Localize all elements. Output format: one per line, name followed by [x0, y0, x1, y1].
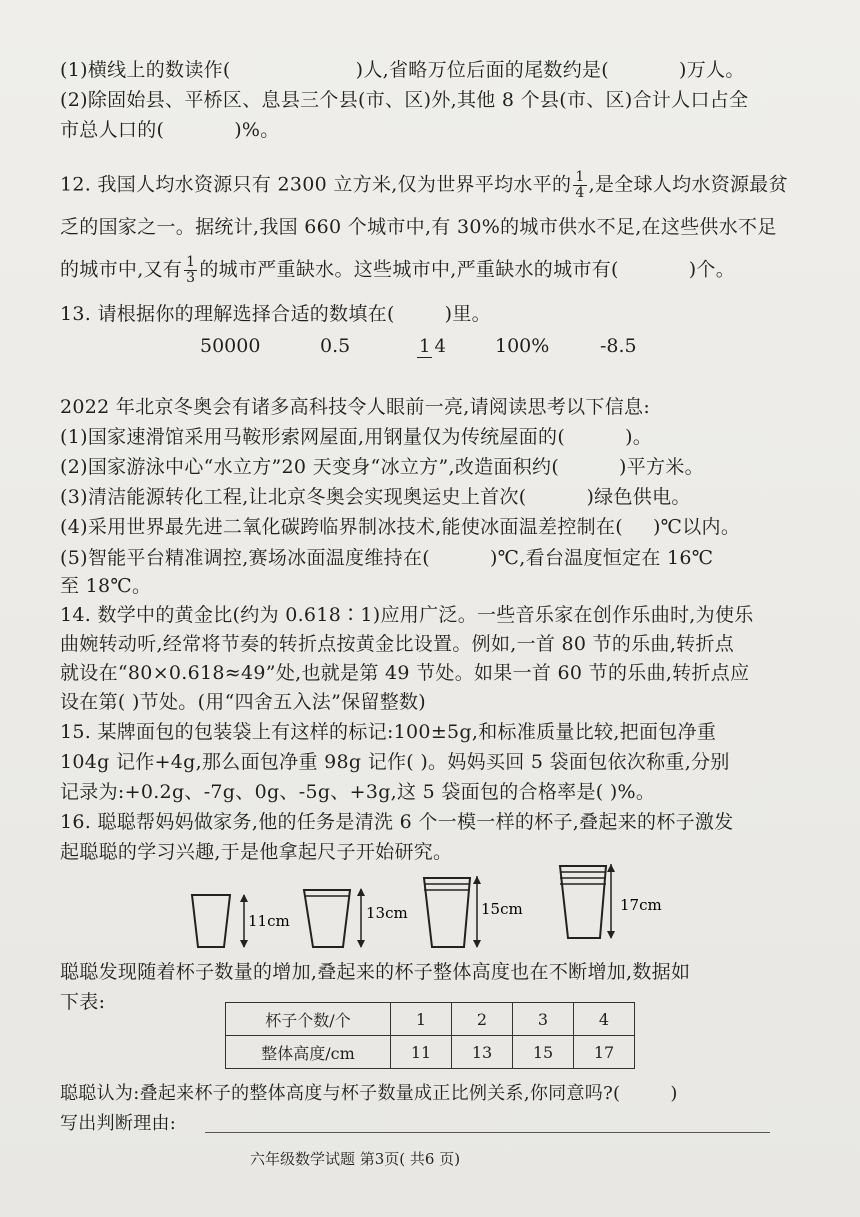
cup-label-3: 15cm	[481, 900, 523, 918]
page-footer: 六年级数学试题 第3页( 共6 页)	[250, 1150, 461, 1168]
table-header-height: 整体高度/cm	[226, 1036, 391, 1069]
table-cell: 1	[391, 1003, 452, 1036]
table-cell: 17	[574, 1036, 635, 1069]
table-cell: 11	[391, 1036, 452, 1069]
cup-stack-4	[560, 864, 615, 939]
q14-line4: 设在第( )节处。(用“四舍五入法”保留整数)	[60, 691, 427, 713]
fraction-one-third: $\frac{1}{3}$	[186, 254, 196, 286]
q12-line2: 乏的国家之一。据统计,我国 660 个城市中,有 30%的城市供水不足,在这些供水不足	[60, 216, 777, 238]
table-cell: 2	[452, 1003, 513, 1036]
table-cell: 3	[513, 1003, 574, 1036]
cup-label-4: 17cm	[620, 896, 662, 914]
cup-label-1: 11cm	[248, 912, 290, 930]
q15-line2: 104g 记作+4g,那么面包净重 98g 记作( )。妈妈买回 5 袋面包依次称重,分别	[60, 751, 730, 773]
choice-0-5: 0.5	[320, 335, 351, 358]
q16-question: 聪聪认为:叠起来杯子的整体高度与杯子数量成正比例关系,你同意吗?( )	[60, 1083, 678, 1104]
q13-item5: (5)智能平台精准调控,赛场冰面温度维持在( )℃,看台温度恒定在 16℃	[60, 547, 714, 569]
q16-line4: 下表:	[60, 991, 106, 1013]
table-row	[226, 1036, 635, 1069]
q13-item4: (4)采用世界最先进二氧化碳跨临界制冰技术,能使冰面温差控制在( )℃以内。	[60, 516, 741, 538]
q13-choices	[200, 335, 660, 358]
cup-stack-3	[424, 876, 481, 948]
q14-line2: 曲婉转动听,经常将节奏的转折点按黄金比设置。例如,一首 80 节的乐曲,转折点	[60, 633, 735, 655]
q16-reason-label: 写出判断理由:	[60, 1113, 177, 1134]
q16-line3: 聪聪发现随着杯子数量的增加,叠起来的杯子整体高度也在不断增加,数据如	[60, 961, 691, 983]
choice-100-percent: 100%	[495, 335, 550, 358]
table-cell: 4	[574, 1003, 635, 1036]
q14-line1: 14. 数学中的黄金比(约为 0.618∶1)应用广泛。一些音乐家在创作乐曲时,为使乐	[60, 604, 754, 626]
q13-item1: (1)国家速滑馆采用马鞍形索网屋面,用钢量仅为传统屋面的( )。	[60, 426, 653, 448]
q12-line1: 12. 我国人均水资源只有 2300 立方米,仅为世界平均水平的 $\frac{1}{4}$ ,是全球人均水资源最贫	[60, 169, 788, 201]
q13-intro: 2022 年北京冬奥会有诸多高科技令人眼前一亮,请阅读思考以下信息:	[60, 396, 651, 418]
cup-stack-1	[192, 894, 248, 948]
table-row	[226, 1003, 635, 1036]
choice-50000: 50000	[200, 335, 261, 358]
cup-height-table	[225, 1002, 635, 1069]
cup-stack-2	[304, 888, 365, 948]
table-cell: 15	[513, 1036, 574, 1069]
q13-item3: (3)清洁能源转化工程,让北京冬奥会实现奥运史上首次( )绿色供电。	[60, 486, 691, 508]
q15-line3: 记录为:+0.2g、-7g、0g、-5g、+3g,这 5 袋面包的合格率是( )%。	[60, 781, 656, 803]
cup-label-2: 13cm	[366, 904, 408, 922]
q16-line2: 起聪聪的学习兴趣,于是他拿起尺子开始研究。	[60, 841, 453, 863]
q16-line1: 16. 聪聪帮妈妈做家务,他的任务是清洗 6 个一模一样的杯子,叠起来的杯子激发	[60, 811, 734, 833]
answer-underline	[205, 1132, 770, 1133]
choice-one-quarter: 1 4	[419, 335, 446, 357]
q13-heading: 13. 请根据你的理解选择合适的数填在( )里。	[60, 303, 491, 325]
q11-line1: (1)横线上的数读作( )人,省略万位后面的尾数约是( )万人。	[60, 59, 745, 81]
table-header-count: 杯子个数/个	[226, 1003, 391, 1036]
table-cell: 13	[452, 1036, 513, 1069]
q14-line3: 就设在“80×0.618≈49”处,也就是第 49 节处。如果一首 60 节的乐曲,转折点应	[60, 662, 750, 684]
q13-item5-cont: 至 18℃。	[60, 575, 152, 597]
q15-line1: 15. 某牌面包的包装袋上有这样的标记:100±5g,和标准质量比较,把面包净重	[60, 721, 717, 743]
q11-line3: 市总人口的( )%。	[60, 119, 280, 141]
q13-item2: (2)国家游泳中心“水立方”20 天变身“冰立方”,改造面积约( )平方米。	[60, 456, 704, 478]
q12-line3: 的城市中,又有 $\frac{1}{3}$ 的城市严重缺水。这些城市中,严重缺水的城市有( )个。	[60, 254, 736, 286]
fraction-one-quarter: $\frac{1}{4}$	[575, 169, 585, 201]
choice-neg-8-5: -8.5	[600, 335, 637, 358]
q11-line2: (2)除固始县、平桥区、息县三个县(市、区)外,其他 8 个县(市、区)合计人口占全	[60, 89, 749, 111]
stacked-cups-figure	[180, 858, 700, 958]
